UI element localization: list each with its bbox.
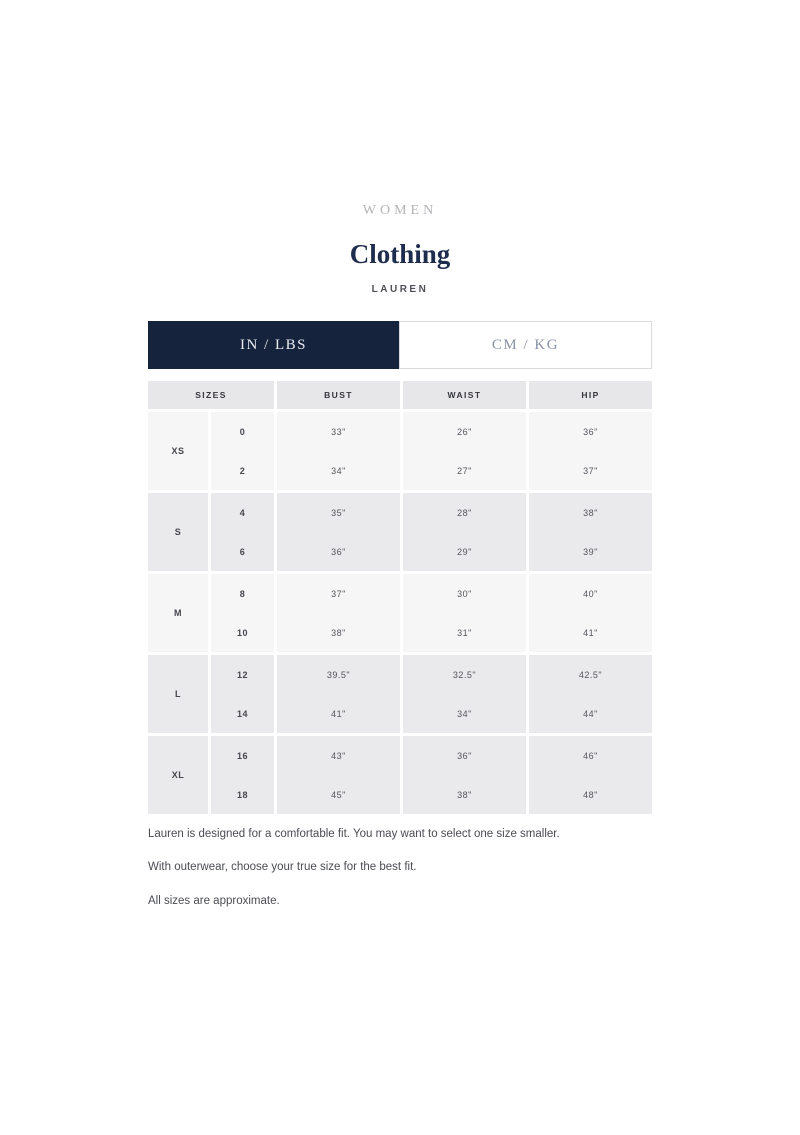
bust-value: 41" <box>277 694 400 733</box>
bust-value: 45" <box>277 775 400 814</box>
column-header-bust: BUST <box>277 381 400 409</box>
fit-notes <box>148 826 568 910</box>
hip-value: 40" <box>529 574 652 613</box>
hip-value: 44" <box>529 694 652 733</box>
waist-value: 26" <box>403 412 526 451</box>
size-label: XS <box>148 412 208 490</box>
size-number: 4 <box>211 493 274 532</box>
waist-value: 38" <box>403 775 526 814</box>
bust-value: 34" <box>277 451 400 490</box>
page-title: Clothing <box>349 239 451 269</box>
size-group-xs <box>148 412 652 490</box>
column-header-hip: HIP <box>529 381 652 409</box>
column-header-sizes: SIZES <box>148 381 274 409</box>
waist-value: 36" <box>403 736 526 775</box>
hip-value: 39" <box>529 532 652 571</box>
waist-value: 27" <box>403 451 526 490</box>
brand-label: LAUREN <box>371 284 429 295</box>
hip-value: 41" <box>529 613 652 652</box>
hip-value: 48" <box>529 775 652 814</box>
bust-value: 43" <box>277 736 400 775</box>
size-number: 16 <box>211 736 274 775</box>
size-number: 18 <box>211 775 274 814</box>
hip-value: 46" <box>529 736 652 775</box>
unit-toggle-tabs <box>148 321 652 369</box>
fit-note-outerwear: With outerwear, choose your true size for the best fit. <box>148 861 417 874</box>
size-label: L <box>148 655 208 733</box>
waist-value: 31" <box>403 613 526 652</box>
hip-value: 42.5" <box>529 655 652 694</box>
size-label: XL <box>148 736 208 814</box>
size-group-s <box>148 493 652 571</box>
size-group-l <box>148 655 652 733</box>
bust-value: 38" <box>277 613 400 652</box>
tab-cm-kg[interactable]: CM / KG <box>399 321 652 369</box>
hip-value: 38" <box>529 493 652 532</box>
bust-value: 35" <box>277 493 400 532</box>
category-eyebrow: WOMEN <box>362 203 438 218</box>
hip-value: 36" <box>529 412 652 451</box>
tab-in-lbs[interactable]: IN / LBS <box>148 321 399 369</box>
size-label: M <box>148 574 208 652</box>
size-number: 8 <box>211 574 274 613</box>
column-header-waist: WAIST <box>403 381 526 409</box>
bust-value: 39.5" <box>277 655 400 694</box>
size-group-xl <box>148 736 652 814</box>
size-label: S <box>148 493 208 571</box>
fit-note-comfortable: Lauren is designed for a comfortable fit. You may want to select one size smaller. <box>148 828 560 840</box>
bust-value: 36" <box>277 532 400 571</box>
fit-note-approximate: All sizes are approximate. <box>148 894 280 907</box>
size-number: 12 <box>211 655 274 694</box>
size-table <box>148 381 652 814</box>
bust-value: 33" <box>277 412 400 451</box>
size-number: 14 <box>211 694 274 733</box>
size-number: 6 <box>211 532 274 571</box>
table-header-row <box>148 381 652 409</box>
hip-value: 37" <box>529 451 652 490</box>
waist-value: 32.5" <box>403 655 526 694</box>
bust-value: 37" <box>277 574 400 613</box>
waist-value: 28" <box>403 493 526 532</box>
size-guide-content <box>148 321 652 910</box>
size-number: 0 <box>211 412 274 451</box>
size-number: 2 <box>211 451 274 490</box>
waist-value: 30" <box>403 574 526 613</box>
waist-value: 29" <box>403 532 526 571</box>
waist-value: 34" <box>403 694 526 733</box>
size-number: 10 <box>211 613 274 652</box>
size-group-m <box>148 574 652 652</box>
